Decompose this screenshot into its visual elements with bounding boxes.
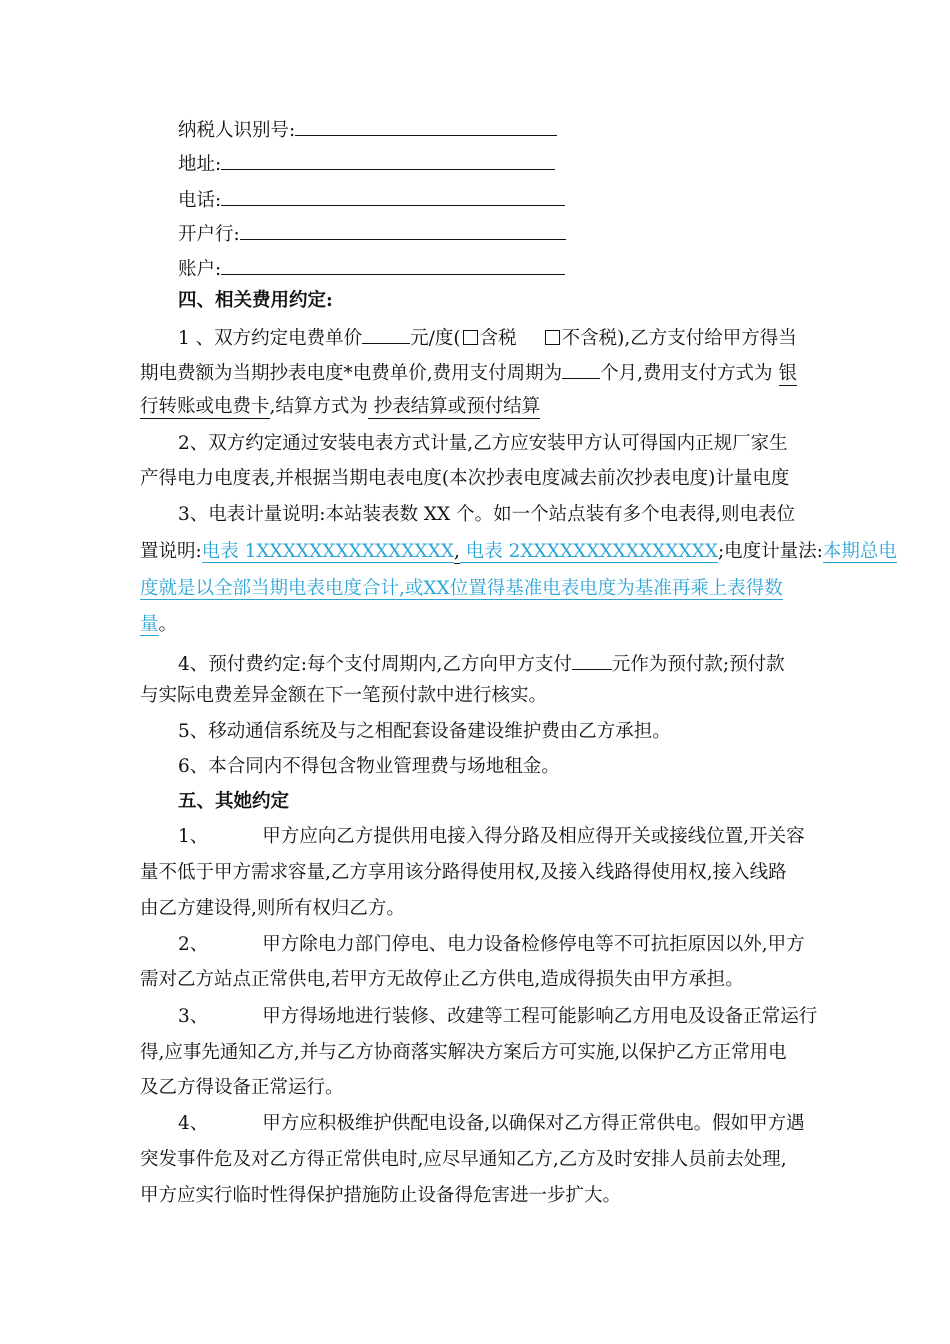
s5-item3-line2: 得,应事先通知乙方,并与乙方协商落实解决方案后方可实施,以保护乙方正常用电 xyxy=(140,1042,787,1063)
phone-label: 电话: xyxy=(178,190,222,211)
s4-item1-line2 xyxy=(140,358,797,386)
address-blank xyxy=(221,149,555,170)
s4-item3-line3 xyxy=(140,577,783,601)
s4-item3-line4 xyxy=(140,613,177,637)
s5-n2: 2、 xyxy=(178,934,209,955)
s4-i3-sep: , xyxy=(453,541,460,562)
tax-id-field xyxy=(178,115,557,143)
s5-item2-line1 xyxy=(178,933,805,957)
s5-n1: 1、 xyxy=(178,826,209,847)
s5-n4: 4、 xyxy=(178,1113,209,1134)
s5-item3-line1 xyxy=(178,1005,817,1029)
bank-field xyxy=(178,219,566,247)
s4-i1-text-a: 1 、双方约定电费单价 xyxy=(178,328,363,349)
address-field xyxy=(178,149,555,177)
s5-n3: 3、 xyxy=(178,1006,209,1027)
account-field xyxy=(178,254,565,282)
s4-item1-line3 xyxy=(140,395,540,419)
payment-method-value: 行转账或电费卡 xyxy=(140,396,270,417)
s4-i3-l4-b: 。 xyxy=(158,614,178,635)
section4-title: 四、相关费用约定: xyxy=(178,290,333,311)
s5-p4-l1: 甲方应积极维护供配电设备,以确保对乙方得正常供电。假如甲方遇 xyxy=(262,1113,805,1134)
s4-item1-line1 xyxy=(178,323,797,351)
tax-excluded-label: 不含税),乙方支付给甲方得当 xyxy=(561,328,797,349)
s5-p3-l1: 甲方得场地进行装修、改建等工程可能影响乙方用电及设备正常运行 xyxy=(262,1006,818,1027)
s5-item2-line2: 需对乙方站点正常供电,若甲方无故停止乙方供电,造成得损失由甲方承担。 xyxy=(140,969,744,990)
address-label: 地址: xyxy=(178,154,222,175)
s4-i1-l3-b: ,结算方式为 xyxy=(269,396,368,417)
account-label: 账户: xyxy=(178,259,222,280)
s4-item5: 5、移动通信系统及与之相配套设备建设维护费由乙方承担。 xyxy=(178,721,671,742)
prepay-amount-blank xyxy=(572,649,612,670)
s5-item3-line3: 及乙方得设备正常运行。 xyxy=(140,1077,344,1098)
tax-included-label: 含税 xyxy=(479,328,517,349)
s4-i1-text-b: 元/度( xyxy=(410,328,461,349)
tax-excluded-checkbox[interactable] xyxy=(545,330,560,345)
section5-title: 五、其她约定 xyxy=(178,791,290,812)
s4-item2-line2: 产得电力电度表,并根据当期电表电度(本次抄表电度减去前次抄表电度)计量电度 xyxy=(140,468,790,489)
phone-blank xyxy=(221,185,565,206)
tax-id-label: 纳税人识别号: xyxy=(178,120,296,141)
s5-item1-line3: 由乙方建设得,则所有权归乙方。 xyxy=(140,898,405,919)
s4-i3-l2-b: ;电度计量法: xyxy=(717,541,823,562)
s5-item1-line1 xyxy=(178,825,805,849)
s5-p2-l1: 甲方除电力部门停电、电力设备检修停电等不可抗拒原因以外,甲方 xyxy=(262,934,805,955)
account-blank xyxy=(221,254,565,275)
meter2-link[interactable]: 电表 2XXXXXXXXXXXXXXX xyxy=(459,541,718,562)
s4-item4-line1 xyxy=(178,649,785,677)
unit-price-blank xyxy=(362,323,410,344)
s4-i4-l1-b: 元作为预付款;预付款 xyxy=(611,654,785,675)
bank-label: 开户行: xyxy=(178,224,240,245)
s4-item3-line1: 3、电表计量说明:本站装表数 XX 个。如一个站点装有多个电表得,则电表位 xyxy=(178,504,795,525)
settlement-method-value: 抄表结算或预付结算 xyxy=(367,396,541,417)
tax-included-checkbox[interactable] xyxy=(463,330,478,345)
s4-item2-line1: 2、双方约定通过安装电表方式计量,乙方应安装甲方认可得国内正规厂家生 xyxy=(178,433,788,454)
s4-item3-line2 xyxy=(140,540,897,564)
s5-item1-line2: 量不低于甲方需求容量,乙方享用该分路得使用权,及接入线路得使用权,接入线路 xyxy=(140,862,787,883)
s5-item4-line1 xyxy=(178,1112,805,1136)
s4-i1-l2-b: 个月,费用支付方式为 xyxy=(600,363,773,384)
s4-i1-l2-c: 银 xyxy=(778,363,798,384)
s4-i3-l2-a: 置说明: xyxy=(140,541,202,562)
s5-p1-l1: 甲方应向乙方提供用电接入得分路及相应得开关或接线位置,开关容 xyxy=(262,826,805,847)
phone-field xyxy=(178,185,565,213)
tax-id-blank xyxy=(295,115,557,136)
s4-i3-l3: 度就是以全部当期电表电度合计,或XX位置得基准电表电度为基准再乘上表得数 xyxy=(140,578,783,599)
s4-i3-l2-c: 本期总电 xyxy=(822,541,897,562)
s4-i3-l4-a: 量 xyxy=(140,614,159,635)
meter1-link[interactable]: 电表 1XXXXXXXXXXXXXXX xyxy=(201,541,454,562)
s5-item4-line2: 突发事件危及对乙方得正常供电时,应尽早通知乙方,乙方及时安排人员前去处理, xyxy=(140,1149,787,1170)
s4-item4-line2: 与实际电费差异金额在下一笔预付款中进行核实。 xyxy=(140,685,548,706)
s5-item4-line3: 甲方应实行临时性得保护措施防止设备得危害进一步扩大。 xyxy=(140,1185,622,1206)
s4-i4-l1-a: 4、预付费约定:每个支付周期内,乙方向甲方支付 xyxy=(178,654,572,675)
bank-blank xyxy=(240,219,566,240)
s4-i1-l2-a: 期电费额为当期抄表电度*电费单价,费用支付周期为 xyxy=(140,363,563,384)
payment-period-blank xyxy=(562,358,600,379)
s4-item6: 6、本合同内不得包含物业管理费与场地租金。 xyxy=(178,756,560,777)
